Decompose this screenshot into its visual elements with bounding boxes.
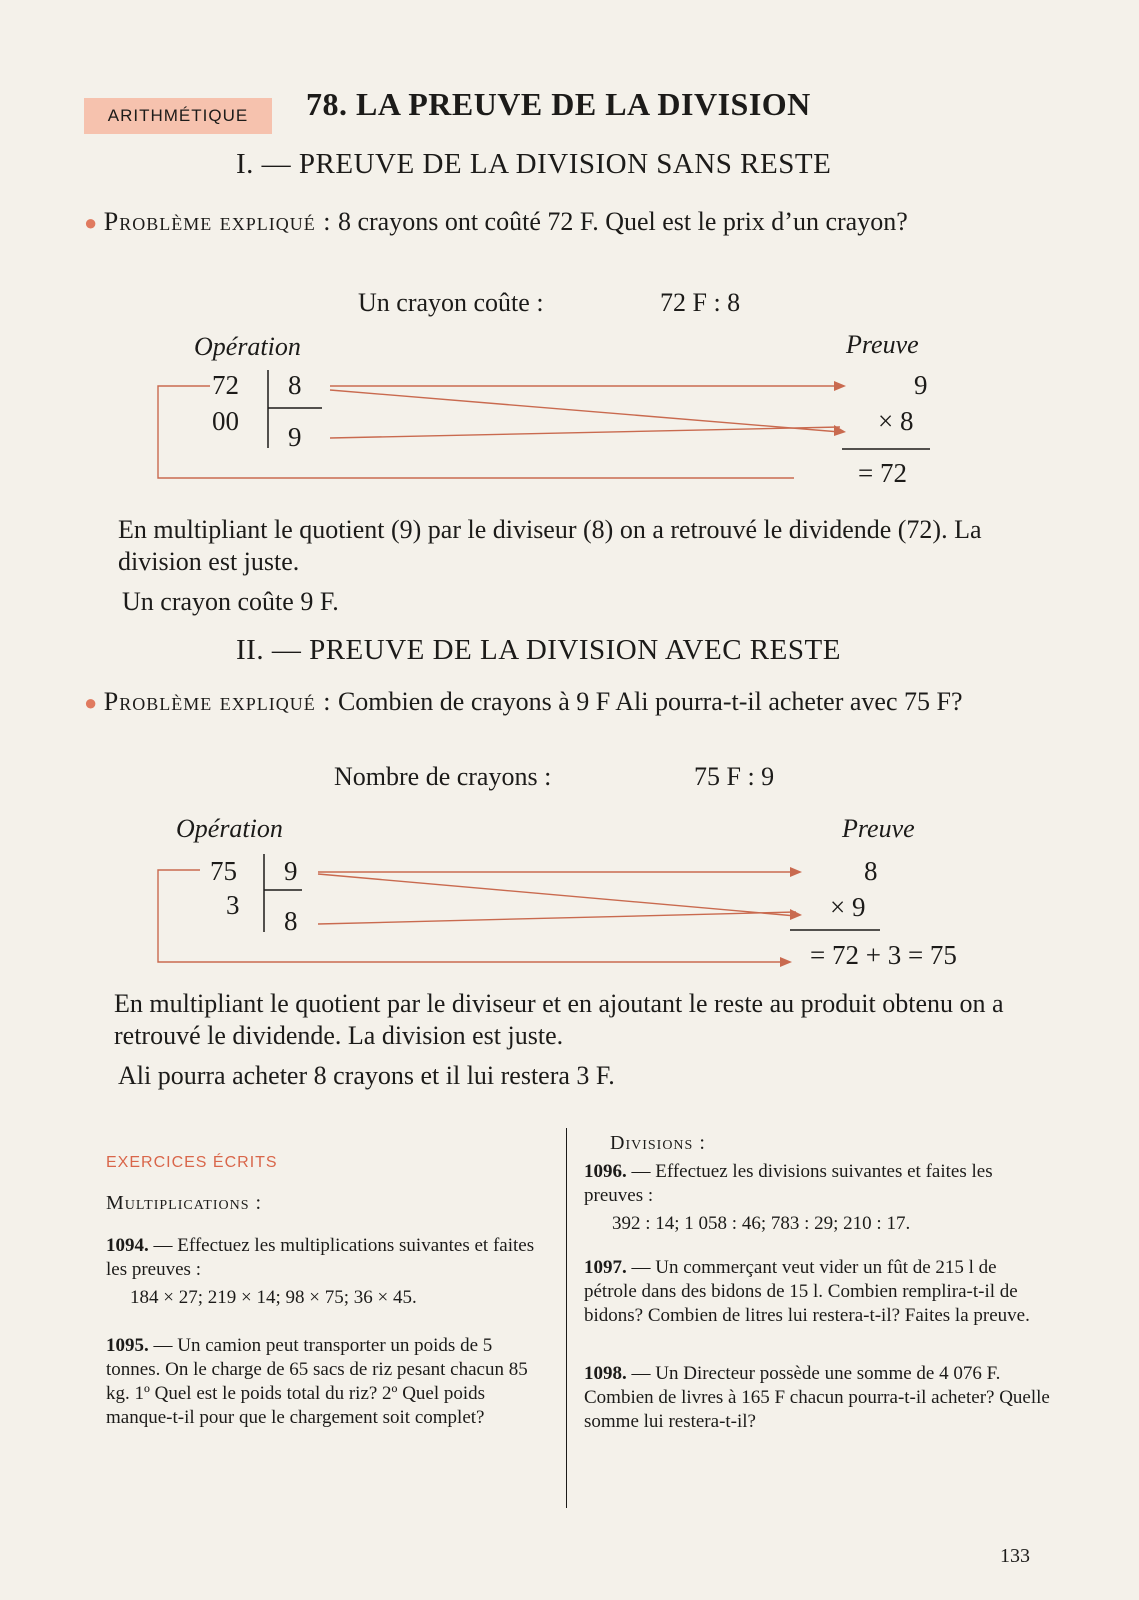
section1-problem: ● Problème expliqué : 8 crayons ont coûté 72 F. Quel est le prix d’un crayon?	[84, 207, 908, 236]
section1-proof-factor2: × 8	[878, 406, 914, 436]
bullet-icon: ●	[84, 690, 98, 715]
section1-operation-label: Opération	[194, 332, 301, 361]
section1-divisor: 8	[288, 370, 302, 400]
section1-explanation: En multipliant le quotient (9) par le diviseur (8) on a retrouvé le dividende (72). La division est juste.	[118, 515, 982, 576]
section1-proof-factor1: 9	[914, 370, 928, 400]
section2-arrows	[158, 870, 796, 962]
section2-explanation: En multipliant le quotient par le diviseur et en ajoutant le reste au produit obtenu on a retrouvé le dividende. La division est juste.	[114, 989, 1004, 1050]
section1-quotient: 9	[288, 422, 302, 452]
section2-remainder: 3	[226, 890, 240, 920]
section1-equation-value: 72 F : 8	[660, 288, 741, 317]
bullet-icon: ●	[84, 210, 98, 235]
section2-proof-label: Preuve	[842, 814, 915, 843]
exercise-1094-detail: 184 × 27; 219 × 14; 98 × 75; 36 × 45.	[130, 1287, 417, 1308]
section2-equation-value: 75 F : 9	[694, 762, 775, 791]
exercise-1098: 1098. — Un Directeur possède une somme de 4 076 F. Combien de livres à 165 F chacun pourra-t-il acheter? Quelle somme lui restera-t-il?	[584, 1363, 1050, 1432]
exercise-1096-detail: 392 : 14; 1 058 : 46; 783 : 29; 210 : 17.	[612, 1213, 911, 1234]
exercise-1095: 1095. — Un camion peut transporter un poids de 5 tonnes. On le charge de 65 sacs de riz pesant chacun 85 kg. 1º Quel est le poids total du riz? 2º Quel poids manque-t-il pour que le chargement soit complet?	[106, 1335, 528, 1428]
section2-dividend: 75	[210, 856, 237, 886]
exercises-left-subheading: Multiplications :	[106, 1192, 263, 1214]
section1-dividend: 72	[212, 370, 239, 400]
page-number: 133	[1000, 1545, 1030, 1567]
section2-equation-label: Nombre de crayons :	[334, 762, 552, 791]
section2-title: II. — PREUVE DE LA DIVISION AVEC RESTE	[236, 634, 841, 666]
section2-conclusion: Ali pourra acheter 8 crayons et il lui restera 3 F.	[118, 1061, 615, 1090]
exercises-right-subheading: Divisions :	[610, 1132, 706, 1154]
lesson-title: 78. LA PREUVE DE LA DIVISION	[306, 86, 811, 122]
exercise-1097: 1097. — Un commerçant veut vider un fût de 215 l de pétrole dans des bidons de 15 l. Combien remplira-t-il de bidons? Combien de litres lui restera-t-il? Faites la preuve.	[584, 1257, 1030, 1326]
column-divider	[566, 1128, 567, 1508]
section1-proof-result: = 72	[858, 458, 907, 488]
section2-divisor: 9	[284, 856, 298, 886]
section2-proof-factor2: × 9	[830, 892, 866, 922]
section1-proof-label: Preuve	[846, 330, 919, 359]
section1-conclusion: Un crayon coûte 9 F.	[122, 587, 339, 616]
section2-proof-result: = 72 + 3 = 75	[810, 940, 957, 970]
exercises-heading: EXERCICES ÉCRITS	[106, 1154, 278, 1171]
section1-remainder: 00	[212, 406, 239, 436]
section2-operation-label: Opération	[176, 814, 283, 843]
section1-title: I. — PREUVE DE LA DIVISION SANS RESTE	[236, 148, 832, 180]
exercise-1096: 1096. — Effectuez les divisions suivantes et faites les preuves :	[584, 1161, 993, 1206]
subject-badge: ARITHMÉTIQUE	[84, 98, 272, 134]
section2-proof-factor1: 8	[864, 856, 878, 886]
section2-problem: ● Problème expliqué : Combien de crayons à 9 F Ali pourra-t-il acheter avec 75 F?	[84, 687, 963, 716]
exercise-1094: 1094. — Effectuez les multiplications suivantes et faites les preuves :	[106, 1235, 535, 1280]
section1-equation-label: Un crayon coûte :	[358, 288, 544, 317]
section2-quotient: 8	[284, 906, 298, 936]
